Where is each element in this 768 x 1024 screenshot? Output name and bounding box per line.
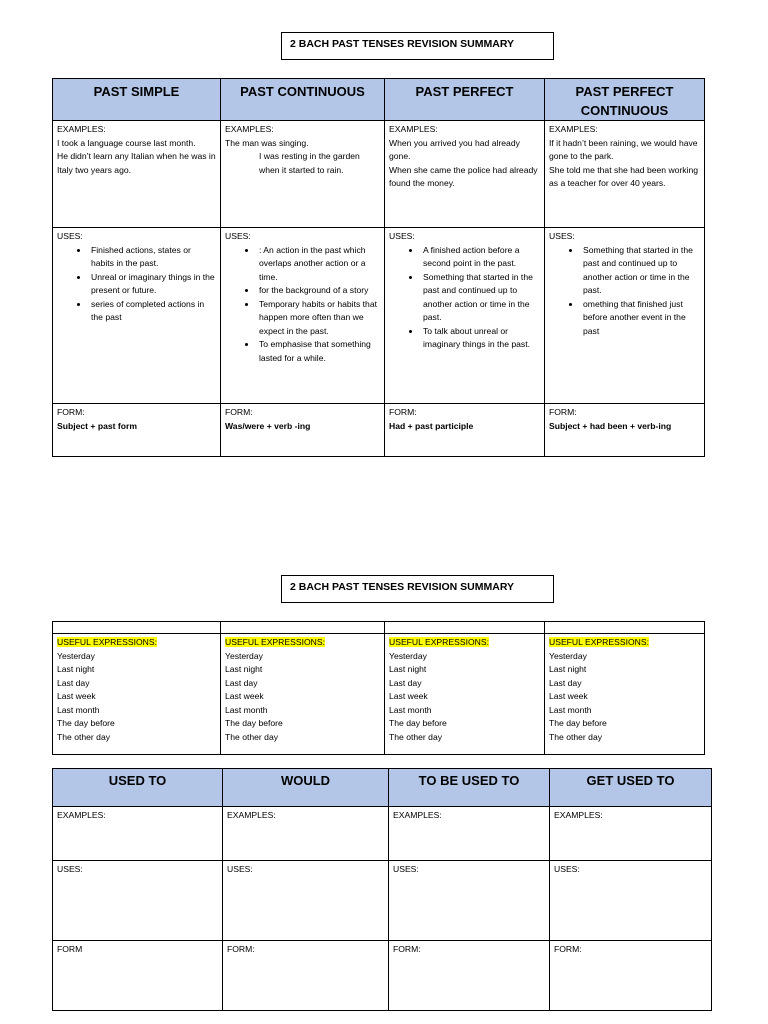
expression-item: Yesterday: [225, 650, 263, 661]
form-cell-would: [223, 941, 389, 1011]
uses-cell-past-simple: [53, 228, 221, 404]
uses-item: • : An action in the past which overlaps another action or a time.: [257, 244, 380, 285]
expression-item: Yesterday: [549, 650, 587, 661]
header-past-simple: PAST SIMPLE: [53, 79, 221, 121]
expression-item: Last day: [549, 677, 582, 688]
expression-item: Last night: [225, 664, 263, 674]
example-line: When you arrived you had already gone.: [389, 137, 520, 161]
form-cell-past-continuous: [221, 404, 385, 457]
form-value: Was/were + verb -ing: [225, 420, 311, 431]
expression-item: Last week: [225, 691, 264, 701]
document-title-text: 2 BACH PAST TENSES REVISION SUMMARY: [290, 38, 515, 50]
form-cell-past-simple: [53, 404, 221, 457]
examples-cell-past-continuous: [221, 121, 385, 228]
uses-item: • Something that started in the past and continued up to another action or time in the past.: [421, 271, 540, 325]
form-label: FORM:: [389, 407, 417, 417]
uses-item: • omething that finished just before another event in the past: [581, 298, 700, 339]
expression-item: Last week: [57, 691, 96, 701]
expression-item: Last day: [225, 677, 258, 688]
example-line: The man was singing.: [225, 137, 309, 148]
uses-item: • Unreal or imaginary things in the present or future.: [89, 271, 216, 298]
example-line: I was resting in the garden when it started to rain.: [259, 151, 360, 175]
useful-expressions-label: USEFUL EXPRESSIONS:: [225, 637, 325, 647]
uses-label: USES:: [227, 864, 253, 874]
form-value: Subject + past form: [57, 420, 137, 431]
example-line: If it hadn’t been raining, we would have gone to the park.: [549, 137, 698, 161]
form-label: FORM:: [225, 407, 253, 417]
uses-label: USES:: [554, 864, 580, 874]
uses-item: • for the background of a story: [257, 284, 380, 298]
examples-label: EXAMPLES:: [57, 810, 106, 820]
empty-header-cell: [53, 622, 221, 634]
uses-label: USES:: [389, 231, 415, 241]
examples-cell-to-be-used-to: [389, 807, 550, 861]
examples-cell-used-to: [53, 807, 223, 861]
document-title-text: 2 BACH PAST TENSES REVISION SUMMARY: [290, 581, 515, 593]
header-to-be-used-to: TO BE USED TO: [389, 769, 550, 807]
expression-item: The day before: [389, 718, 447, 728]
useful-expressions-label: USEFUL EXPRESSIONS:: [57, 637, 157, 647]
expression-item: Last month: [225, 704, 268, 715]
form-cell-get-used-to: [550, 941, 712, 1011]
form-label: FORM:: [227, 944, 255, 954]
form-cell-to-be-used-to: [389, 941, 550, 1011]
examples-label: EXAMPLES:: [57, 124, 106, 134]
expression-item: The other day: [549, 731, 603, 742]
useful-expressions-label: USEFUL EXPRESSIONS:: [549, 637, 649, 647]
header-would: WOULD: [223, 769, 389, 807]
form-label: FORM:: [393, 944, 421, 954]
form-label: FORM:: [57, 407, 85, 417]
expression-item: The day before: [225, 718, 283, 728]
expression-item: Last week: [389, 691, 428, 701]
examples-cell-get-used-to: [550, 807, 712, 861]
header-get-used-to: GET USED TO: [550, 769, 712, 807]
examples-cell-would: [223, 807, 389, 861]
expression-item: Last week: [549, 691, 588, 701]
example-line: She told me that she had been working as a teacher for over 40 years.: [549, 164, 699, 188]
example-line: He didn’t learn any Italian when he was in Italy two years ago.: [57, 151, 216, 175]
useful-expressions-label: USEFUL EXPRESSIONS:: [389, 637, 489, 647]
example-line: I took a language course last month.: [57, 137, 196, 148]
expression-item: The other day: [225, 731, 279, 742]
examples-label: EXAMPLES:: [549, 124, 598, 134]
uses-label: USES:: [225, 231, 251, 241]
uses-item: • Temporary habits or habits that happen more often than we expect in the past.: [257, 298, 380, 339]
uses-cell-would: [223, 861, 389, 941]
document-title-repeat: [281, 575, 554, 603]
form-value: Had + past participle: [389, 420, 474, 431]
form-label: FORM:: [549, 407, 577, 417]
expression-item: Last night: [389, 664, 427, 674]
expression-item: Last day: [57, 677, 90, 688]
uses-list: [57, 244, 216, 325]
expression-item: Last month: [389, 704, 432, 715]
form-cell-past-perfect: [385, 404, 545, 457]
uses-label: USES:: [57, 864, 83, 874]
expression-item: The other day: [389, 731, 443, 742]
expressions-cell-4: [545, 634, 705, 755]
examples-label: EXAMPLES:: [227, 810, 276, 820]
expression-item: The day before: [549, 718, 607, 728]
header-used-to: USED TO: [53, 769, 223, 807]
uses-list: [549, 244, 700, 339]
uses-label: USES:: [549, 231, 575, 241]
uses-item: • Something that started in the past and continued up to another action or time in the past.: [581, 244, 700, 298]
uses-item: • To talk about unreal or imaginary things in the past.: [421, 325, 540, 352]
uses-item: • To emphasise that something lasted for a while.: [257, 338, 380, 365]
examples-label: EXAMPLES:: [389, 124, 438, 134]
expression-item: The other day: [57, 731, 111, 742]
useful-expressions-table: [52, 621, 705, 755]
uses-item: • Finished actions, states or habits in the past.: [89, 244, 216, 271]
uses-cell-get-used-to: [550, 861, 712, 941]
form-cell-past-perfect-continuous: [545, 404, 705, 457]
examples-label: EXAMPLES:: [225, 124, 274, 134]
header-past-continuous: PAST CONTINUOUS: [221, 79, 385, 121]
expressions-cell-1: [53, 634, 221, 755]
uses-label: USES:: [57, 231, 83, 241]
uses-cell-past-continuous: [221, 228, 385, 404]
uses-label: USES:: [393, 864, 419, 874]
uses-item: • A finished action before a second point in the past.: [421, 244, 540, 271]
examples-label: EXAMPLES:: [554, 810, 603, 820]
expressions-cell-3: [385, 634, 545, 755]
uses-cell-past-perfect-continuous: [545, 228, 705, 404]
expression-item: Last day: [389, 677, 422, 688]
form-label: FORM: [57, 944, 83, 954]
uses-list: [389, 244, 540, 352]
examples-label: EXAMPLES:: [393, 810, 442, 820]
uses-item: • series of completed actions in the past: [89, 298, 216, 325]
header-past-perfect-continuous: PAST PERFECT CONTINUOUS: [545, 79, 705, 121]
uses-list: [225, 244, 380, 366]
uses-cell-used-to: [53, 861, 223, 941]
uses-cell-past-perfect: [385, 228, 545, 404]
expression-item: Last month: [549, 704, 592, 715]
empty-header-cell: [545, 622, 705, 634]
form-value: Subject + had been + verb-ing: [549, 420, 672, 431]
document-title: [281, 32, 554, 60]
expression-item: Last night: [57, 664, 95, 674]
expression-item: Last night: [549, 664, 587, 674]
example-line: When she came the police had already found the money.: [389, 164, 538, 188]
examples-cell-past-perfect: [385, 121, 545, 228]
expression-item: Yesterday: [389, 650, 427, 661]
expression-item: Last month: [57, 704, 100, 715]
expression-item: The day before: [57, 718, 115, 728]
examples-cell-past-simple: [53, 121, 221, 228]
expression-item: Yesterday: [57, 650, 95, 661]
header-past-perfect: PAST PERFECT: [385, 79, 545, 121]
uses-cell-to-be-used-to: [389, 861, 550, 941]
empty-header-cell: [385, 622, 545, 634]
expressions-cell-2: [221, 634, 385, 755]
form-cell-used-to: [53, 941, 223, 1011]
used-to-table: [52, 768, 712, 1011]
empty-header-cell: [221, 622, 385, 634]
form-label: FORM:: [554, 944, 582, 954]
examples-cell-past-perfect-continuous: [545, 121, 705, 228]
past-tenses-table: [52, 78, 705, 457]
